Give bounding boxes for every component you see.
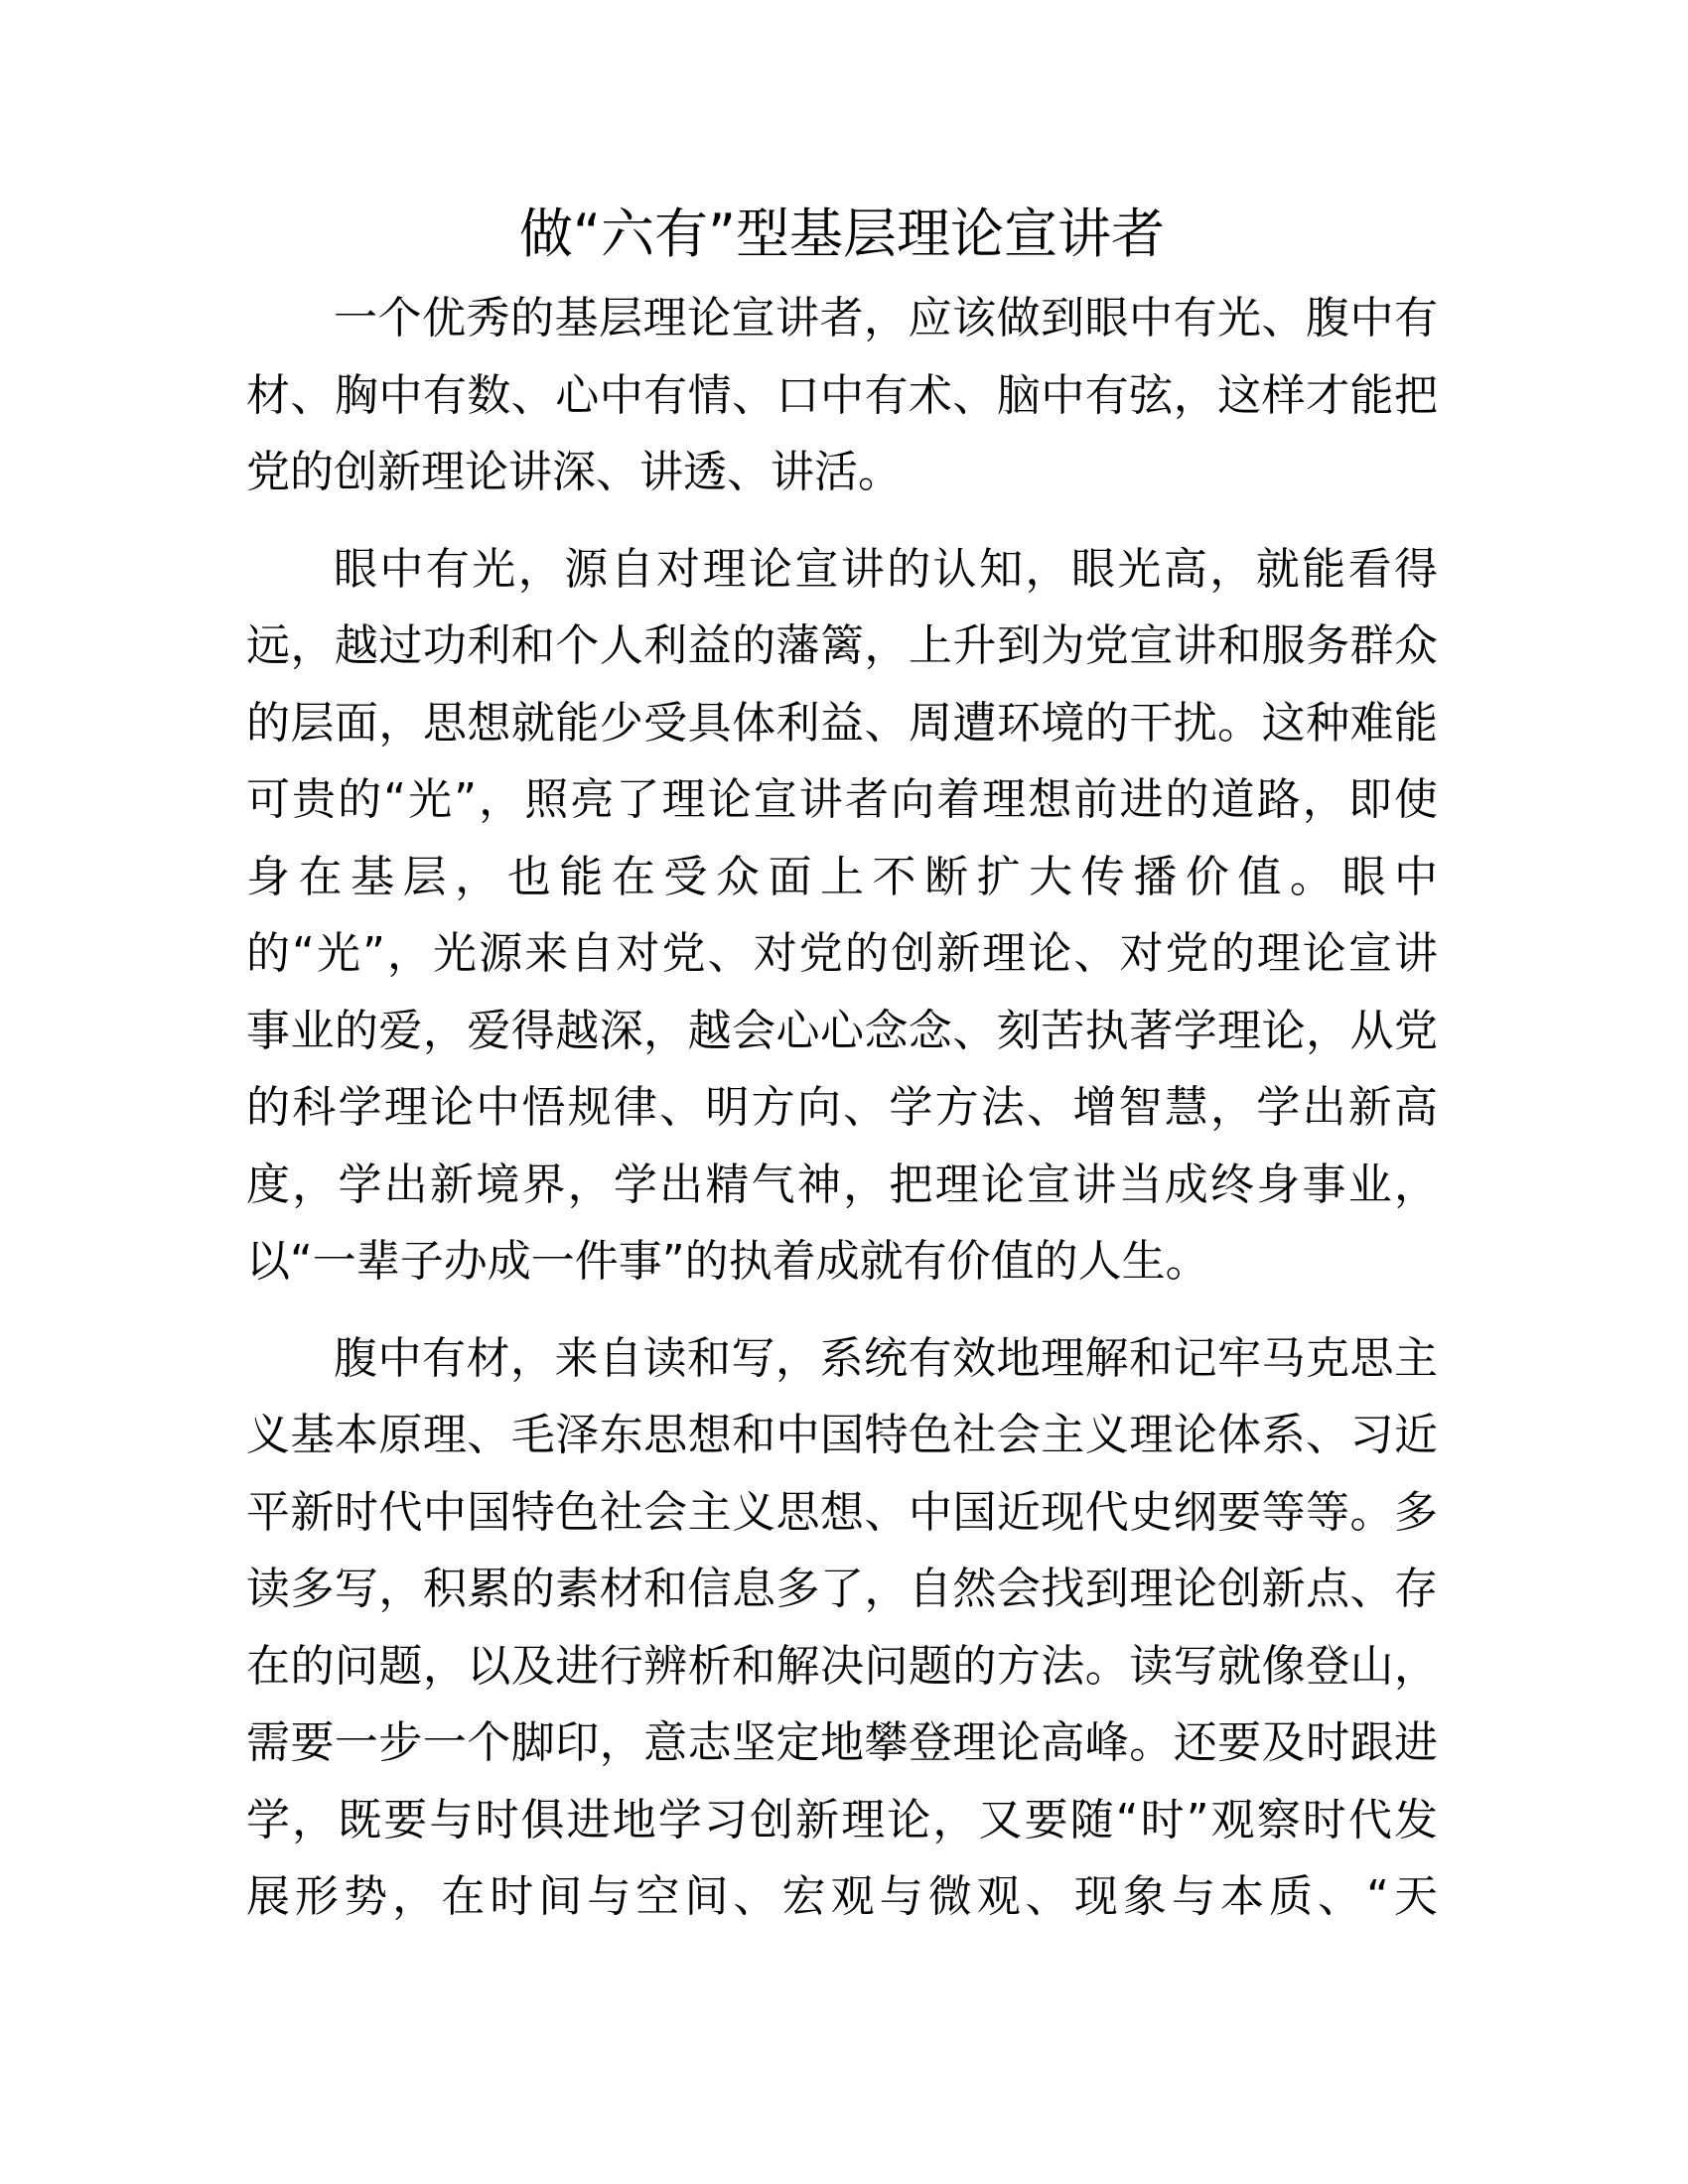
paragraph-line: 材、胸中有数、心中有情、口中有术、脑中有弦，这样才能把 (246, 369, 1438, 421)
paragraph-line: 远，越过功利和个人利益的藩篱，上升到为党宣讲和服务群众 (246, 620, 1438, 671)
paragraph-line: 眼中有光，源自对理论宣讲的认知，眼光高，就能看得 (334, 543, 1438, 595)
paragraph-line: 事业的爱，爱得越深，越会心心念念、刻苦执著学理论，从党 (246, 1005, 1438, 1056)
paragraph-line: 以“一辈子办成一件事”的执着成就有价值的人生。 (246, 1236, 1209, 1287)
paragraph-line: 的“光”，光源来自对党、对党的创新理论、对党的理论宣讲 (246, 928, 1438, 979)
paragraph-line: 读多写，积累的素材和信息多了，自然会找到理论创新点、存 (246, 1564, 1438, 1614)
document-title: 做“六有”型基层理论宣讲者 (519, 203, 1165, 265)
paragraph-line: 的科学理论中悟规律、明方向、学方法、增智慧，学出新高 (246, 1082, 1438, 1133)
paragraph-line: 在的问题，以及进行辨析和解决问题的方法。读写就像登山， (246, 1640, 1438, 1692)
paragraph-line: 身在基层，也能在受众面上不断扩大传播价值。眼中 (246, 851, 1438, 902)
paragraph-line: 学，既要与时俱进地学习创新理论，又要随“时”观察时代发 (246, 1794, 1438, 1845)
paragraph-line: 展形势，在时间与空间、宏观与微观、现象与本质、“天 (246, 1871, 1438, 1922)
paragraph-line: 可贵的“光”，照亮了理论宣讲者向着理想前进的道路，即使 (246, 774, 1438, 825)
paragraph-line: 度，学出新境界，学出精气神，把理论宣讲当成终身事业， (246, 1159, 1438, 1210)
paragraph-line: 平新时代中国特色社会主义思想、中国近现代史纲要等等。多 (246, 1486, 1438, 1538)
paragraph-2 (246, 531, 1438, 1300)
document-page (246, 195, 1438, 1956)
paragraph-line: 一个优秀的基层理论宣讲者，应该做到眼中有光、腹中有 (334, 293, 1438, 343)
paragraph-line: 需要一步一个脚印，意志坚定地攀登理论高峰。还要及时跟进 (246, 1717, 1438, 1768)
paragraph-line: 义基本原理、毛泽东思想和中国特色社会主义理论体系、习近 (246, 1410, 1438, 1460)
paragraph-1 (246, 280, 1438, 511)
paragraph-3 (246, 1320, 1438, 1936)
paragraph-line: 的层面，思想就能少受具体利益、周遭环境的干扰。这种难能 (246, 697, 1438, 749)
paragraph-line: 党的创新理论讲深、讲透、讲活。 (246, 447, 902, 497)
paragraph-line: 腹中有材，来自读和写，系统有效地理解和记牢马克思主 (334, 1332, 1438, 1384)
